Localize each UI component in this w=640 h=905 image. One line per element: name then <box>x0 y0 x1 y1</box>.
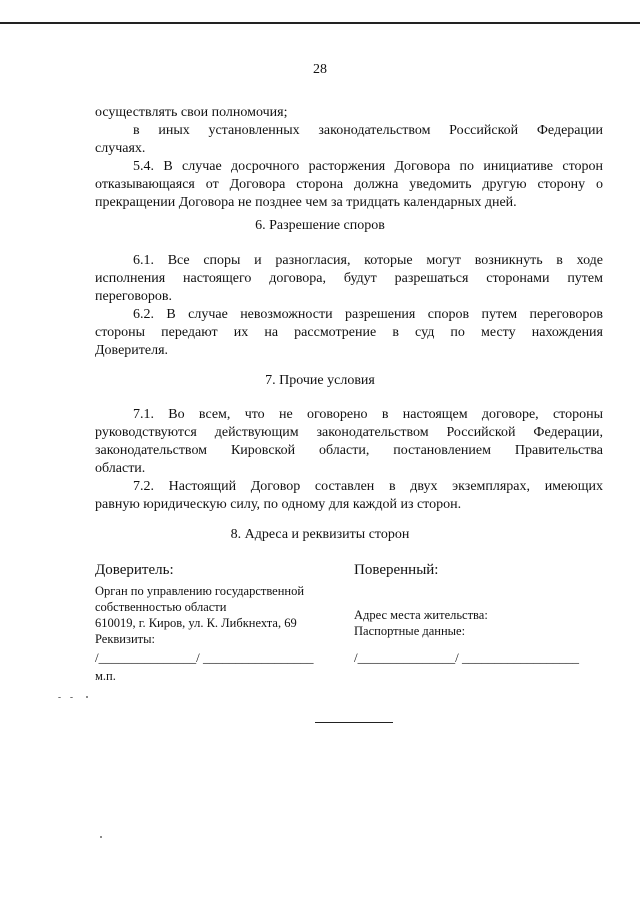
section-6-title: 6. Разрешение споров <box>255 218 385 233</box>
scan-speck <box>70 697 73 698</box>
text-line: 7.2. Настоящий Договор составлен в двух экземплярах, имеющих <box>133 479 603 494</box>
scan-speck <box>86 696 88 698</box>
agent-signature-line: /_______________/ __________________ <box>354 650 579 665</box>
bottom-rule <box>315 722 393 723</box>
text-line: 5.4. В случае досрочного расторжения Договора по инициативе сторон <box>133 159 603 174</box>
principal-signature-line: /_______________/ _________________ <box>95 650 314 665</box>
text-line: стороны передают их на рассмотрение в суд по месту нахождения <box>95 325 603 340</box>
principal-org-line-1: Орган по управлению государственной <box>95 584 305 598</box>
text-line: случаях. <box>95 141 146 156</box>
text-line: законодательством Кировской области, постановлением Правительства <box>95 443 603 458</box>
text-line: 6.1. Все споры и разногласия, которые могут возникнуть в ходе <box>133 253 603 268</box>
text-line: руководствуются действующим законодательством Российской Федерации, <box>95 425 603 440</box>
scan-speck <box>100 836 102 838</box>
section-7-body <box>95 406 603 514</box>
text-line: Доверителя. <box>95 343 169 358</box>
agent-heading: Поверенный: <box>354 562 439 578</box>
scan-speck <box>58 697 61 698</box>
text-line: области. <box>95 461 146 476</box>
text-line: прекращении Договора не позднее чем за тридцать календарных дней. <box>95 195 517 210</box>
agent-passport: Паспортные данные: <box>354 624 466 638</box>
principal-heading: Доверитель: <box>95 562 174 578</box>
stamp-place: м.п. <box>95 669 116 683</box>
text-line: осуществлять свои полномочия; <box>95 105 288 120</box>
principal-block <box>95 562 345 647</box>
section-7-title: 7. Прочие условия <box>265 373 375 388</box>
text-line: переговоров. <box>95 289 172 304</box>
top-rule <box>0 22 640 24</box>
section-8-title: 8. Адреса и реквизиты сторон <box>230 527 410 542</box>
principal-address: 610019, г. Киров, ул. К. Либкнехта, 69 <box>95 616 297 630</box>
text-line: в иных установленных законодательством Российской Федерации <box>133 123 603 138</box>
principal-org-line-2: собственностью области <box>95 600 227 614</box>
text-line: отказывающаяся от Договора сторона должна уведомить другую сторону о <box>95 177 603 192</box>
page-number: 28 <box>313 62 327 77</box>
agent-block <box>354 562 604 639</box>
text-line: исполнения настоящего договора, будут разрешаться сторонами путем <box>95 271 603 286</box>
section-6-body <box>95 252 603 360</box>
text-line: 7.1. Во всем, что не оговорено в настоящем договоре, стороны <box>133 407 603 422</box>
agent-residence: Адрес места жительства: <box>354 608 488 622</box>
principal-requisites: Реквизиты: <box>95 632 155 646</box>
text-line: 6.2. В случае невозможности разрешения споров путем переговоров <box>133 307 603 322</box>
continuation-block <box>95 104 603 212</box>
text-line: равную юридическую силу, по одному для каждой из сторон. <box>95 497 462 512</box>
